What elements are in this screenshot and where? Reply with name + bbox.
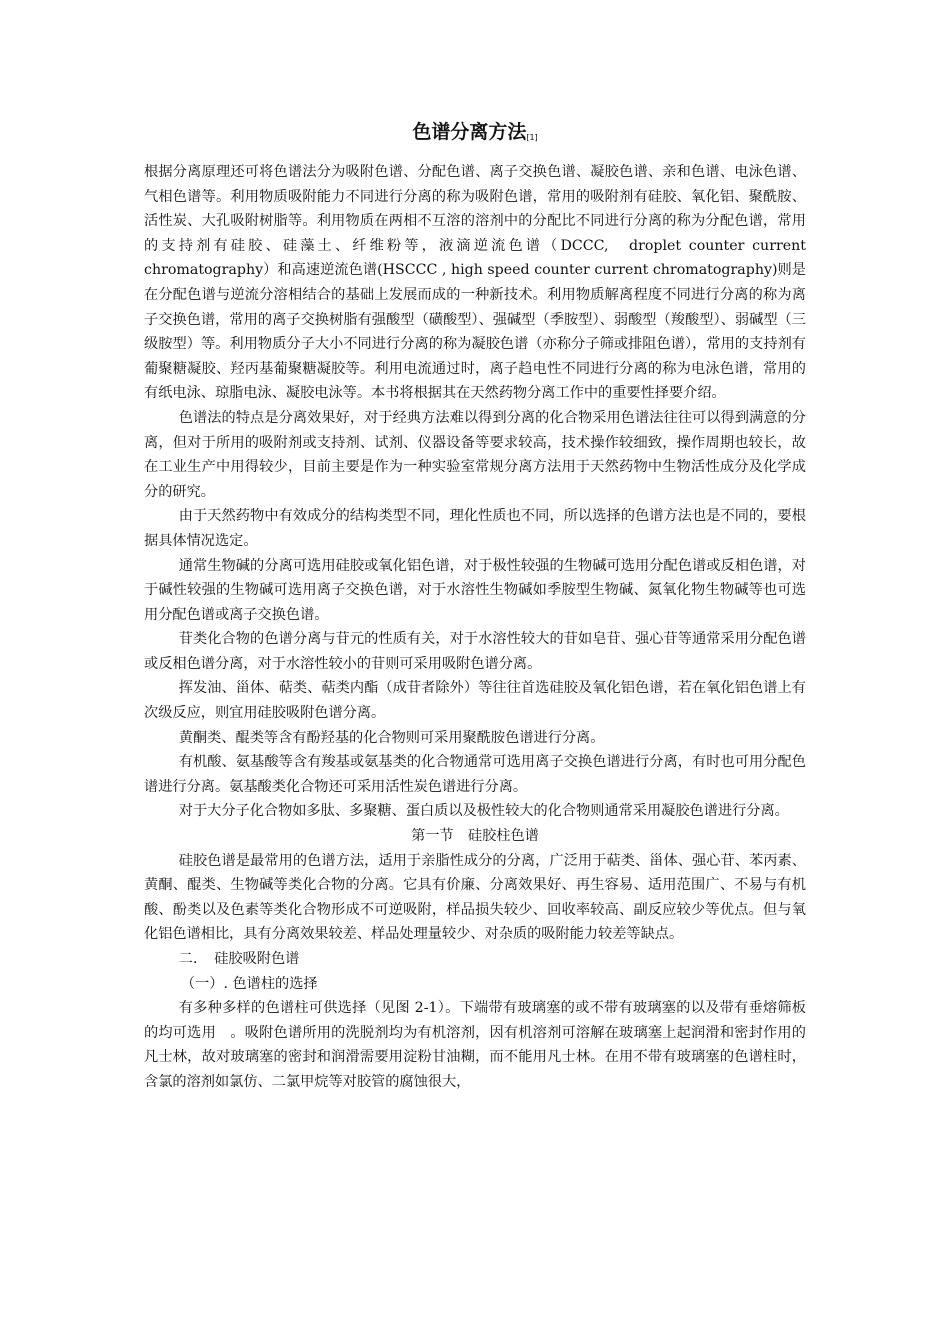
document-page — [144, 118, 806, 1095]
title-text: 色谱分离方法 — [412, 121, 527, 143]
intro-paragraph: 根据分离原理还可将色谱法分为吸附色谱、分配色谱、离子交换色谱、凝胶色谱、亲和色谱、电泳色谱、气相色谱等。利用物质吸附能力不同进行分离的称为吸附色谱，常用的吸附剂有硅胶、氧化铝、聚酰胺、活性炭、大孔吸附树脂等。利用物质在两相不互溶的溶剂中的分配比不同进行分离的称为分配色谱，常用的支持剂有硅胶、硅藻土、纤维粉等，液滴逆流色谱（DCCC, droplet counter current chromatography）和高速逆流色谱(HSCCC , high speed counter current chromatography)则是在分配色谱与逆流分溶相结合的基础上发展而成的一种新技术。利用物质解离程度不同进行分离的称为离子交换色谱，常用的离子交换树脂有强酸型（磺酸型）、强碱型（季胺型）、弱酸型（羧酸型）、弱碱型（三级胺型）等。利用物质分子大小不同进行分离的称为凝胶色谱（亦称分子筛或排阻色谱），常用的支持剂有葡聚糖凝胶、羟丙基葡聚糖凝胶等。利用电流通过时，离子趋电性不同进行分离的称为电泳色谱，常用的有纸电泳、琼脂电泳、凝胶电泳等。本书将根据其在天然药物分离工作中的重要性择要介绍。 — [144, 164, 806, 402]
section-heading: 第一节 硅胶柱色谱 — [411, 828, 539, 845]
body-paragraph: 通常生物碱的分离可选用硅胶或氧化铝色谱，对于极性较强的生物碱可选用分配色谱或反相色谱，对于碱性较强的生物碱可选用离子交换色谱，对于水溶性生物碱如季胺型生物碱、氮氧化物生物碱等也可选用分配色谱或离子交换色谱。 — [144, 557, 806, 623]
subheading: 二． 硅胶吸附色谱 — [178, 951, 300, 967]
body-paragraph: 黄酮类、醌类等含有酚羟基的化合物则可采用聚酰胺色谱进行分离。 — [178, 729, 605, 746]
body-paragraph: 有机酸、氨基酸等含有羧基或氨基类的化合物通常可选用离子交换色谱进行分离，有时也可用分配色谱进行分离。氨基酸类化合物还可采用活性炭色谱进行分离。 — [144, 754, 806, 795]
section-paragraph: 硅胶色谱是最常用的色谱方法，适用于亲脂性成分的分离，广泛用于萜类、甾体、强心苷、苯丙素、黄酮、醌类、生物碱等类化合物的分离。它具有价廉、分离效果好、再生容易、适用范围广、不易与有机酸、酚类以及色素等类化合物形成不可逆吸附，样品损失较少、回收率较高、副反应较少等优点。但与氧化铝色谱相比，具有分离效果较差、样品处理量较少、对杂质的吸附能力较差等缺点。 — [144, 852, 806, 943]
body-paragraph: 苷类化合物的色谱分离与苷元的性质有关，对于水溶性较大的苷如皂苷、强心苷等通常采用分配色谱或反相色谱分离，对于水溶性较小的苷则可采用吸附色谱分离。 — [144, 631, 806, 672]
body-paragraph: 由于天然药物中有效成分的结构类型不同，理化性质也不同，所以选择的色谱方法也是不同的，要根据具体情况选定。 — [144, 508, 806, 549]
body-paragraph: 有多种多样的色谱柱可供选择（见图 2-1）。下端带有玻璃塞的或不带有玻璃塞的以及带有垂熔筛板的均可选用 。吸附色谱所用的洗脱剂均为有机溶剂，因有机溶剂可溶解在玻璃塞上起润滑和密封作用的凡士林，故对玻璃塞的密封和润滑需要用淀粉甘油糊，而不能用凡士林。在用不带有玻璃塞的色谱柱时，含氯的溶剂如氯仿、二氯甲烷等对胶管的腐蚀很大， — [144, 1000, 806, 1090]
title-reference: [1] — [526, 133, 538, 142]
body-paragraph: 挥发油、甾体、萜类、萜类内酯（成苷者除外）等往往首选硅胶及氧化铝色谱，若在氧化铝色谱上有次级反应，则宜用硅胶吸附色谱分离。 — [144, 680, 806, 722]
body-paragraph: 对于大分子化合物如多肽、多聚糖、蛋白质以及极性较大的化合物则通常采用凝胶色谱进行分离。 — [178, 803, 789, 820]
subheading: （一）. 色谱柱的选择 — [180, 975, 318, 992]
page-title — [144, 118, 806, 152]
body-paragraph: 色谱法的特点是分离效果好，对于经典方法难以得到分离的化合物采用色谱法往往可以得到满意的分离，但对于所用的吸附剂或支持剂、试剂、仪器设备等要求较高，技术操作较细致，操作周期也较长，故在工业生产中用得较少，目前主要是作为一种实验室常规分离方法用于天然药物中生物活性成分及化学成分的研究。 — [144, 409, 806, 500]
